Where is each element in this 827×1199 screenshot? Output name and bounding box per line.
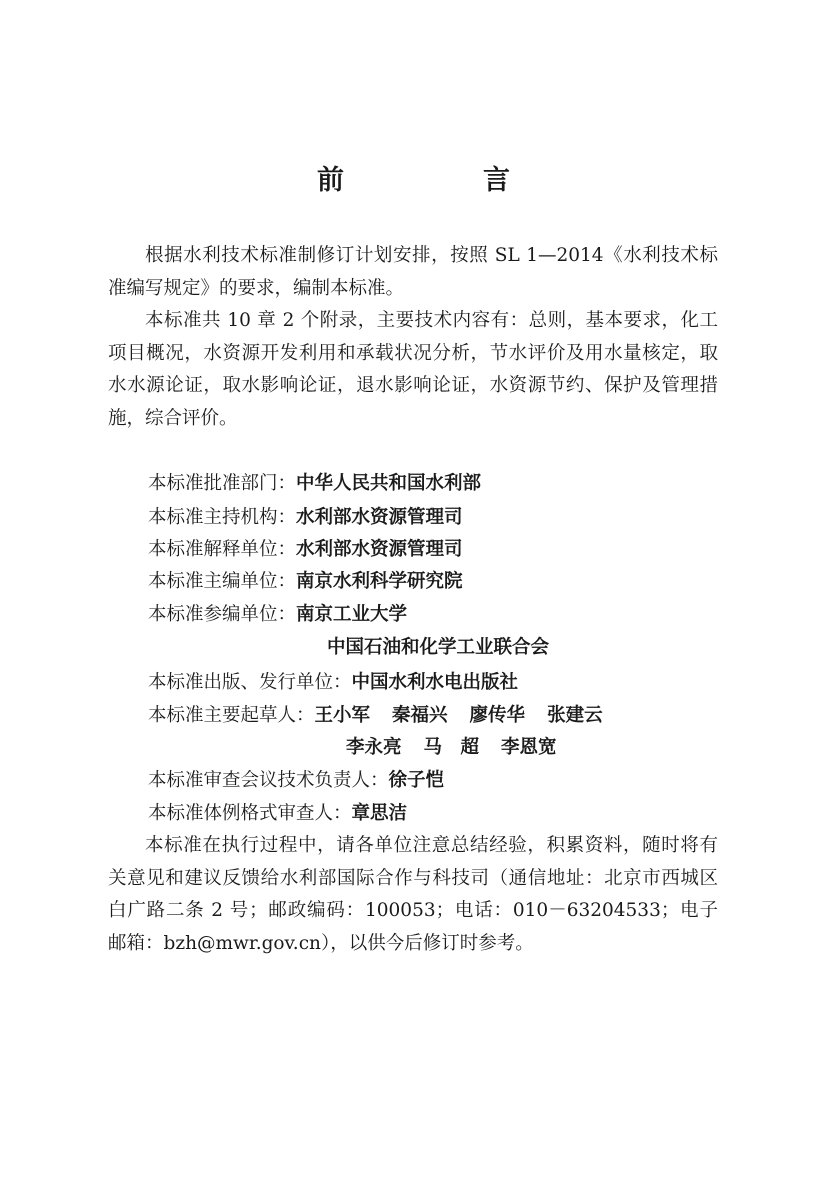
interpret-label: 本标准解释单位： bbox=[148, 539, 297, 560]
drafter-name: 秦福兴 bbox=[392, 705, 448, 726]
approval-label: 本标准批准部门： bbox=[148, 473, 297, 494]
participant-label: 本标准参编单位： bbox=[148, 604, 297, 625]
intro-paragraph: 根据水利技术标准制修订计划安排，按照 SL 1—2014《水利技术标准编写规定》的要求，编制本标准。 bbox=[108, 245, 718, 299]
publisher-row bbox=[148, 667, 518, 700]
drafter-name: 张建云 bbox=[547, 705, 603, 726]
approval-value: 中华人民共和国水利部 bbox=[296, 473, 482, 494]
chief-editor-row bbox=[148, 566, 463, 599]
host-label: 本标准主持机构： bbox=[148, 507, 297, 528]
host-row bbox=[148, 502, 463, 535]
drafter-name: 廖传华 bbox=[469, 705, 526, 726]
drafters-row-2 bbox=[346, 732, 557, 765]
publisher-label: 本标准出版、发行单位： bbox=[148, 672, 352, 693]
drafters-row bbox=[148, 700, 603, 733]
review-label: 本标准审查会议技术负责人： bbox=[148, 770, 389, 791]
publisher-value: 中国水利水电出版社 bbox=[351, 672, 519, 693]
host-value: 水利部水资源管理司 bbox=[296, 507, 463, 528]
page-title: 前 言 bbox=[317, 165, 566, 196]
drafters-label: 本标准主要起草人： bbox=[148, 705, 315, 726]
format-review-row bbox=[148, 798, 407, 831]
interpret-value: 水利部水资源管理司 bbox=[296, 539, 463, 560]
participant-value-1: 南京工业大学 bbox=[296, 604, 408, 625]
participant-row bbox=[148, 599, 407, 632]
approval-row bbox=[148, 468, 481, 501]
chief-value: 南京水利科学研究院 bbox=[296, 571, 463, 592]
chief-label: 本标准主编单位： bbox=[148, 571, 297, 592]
drafter-name: 李恩宽 bbox=[501, 737, 557, 758]
format-value: 章思洁 bbox=[351, 803, 408, 824]
review-row bbox=[148, 765, 444, 798]
closing-paragraph: 本标准在执行过程中，请各单位注意总结经验，积累资料，随时将有关意见和建议反馈给水利部国际合作与科技司（通信地址：北京市西城区白广路二条 2 号；邮政编码：100053；电话：010－63204533；电子邮箱：bzh@mwr.gov.cn），以供今后修订时参考。 bbox=[108, 835, 718, 954]
drafter-name: 李永亮 bbox=[346, 737, 402, 758]
content-paragraph: 本标准共 10 章 2 个附录，主要技术内容有：总则，基本要求，化工项目概况，水资源开发利用和承载状况分析，节水评价及用水量核定，取水水源论证，取水影响论证，退水影响论证，水资源节约、保护及管理措施，综合评价。 bbox=[108, 310, 718, 429]
format-label: 本标准体例格式审查人： bbox=[148, 803, 352, 824]
review-value: 徐子恺 bbox=[388, 770, 445, 791]
interpret-row bbox=[148, 534, 463, 567]
drafter-name: 马 超 bbox=[423, 737, 480, 758]
participant-value-2: 中国石油和化学工业联合会 bbox=[327, 637, 550, 658]
drafter-name: 王小军 bbox=[314, 705, 371, 726]
